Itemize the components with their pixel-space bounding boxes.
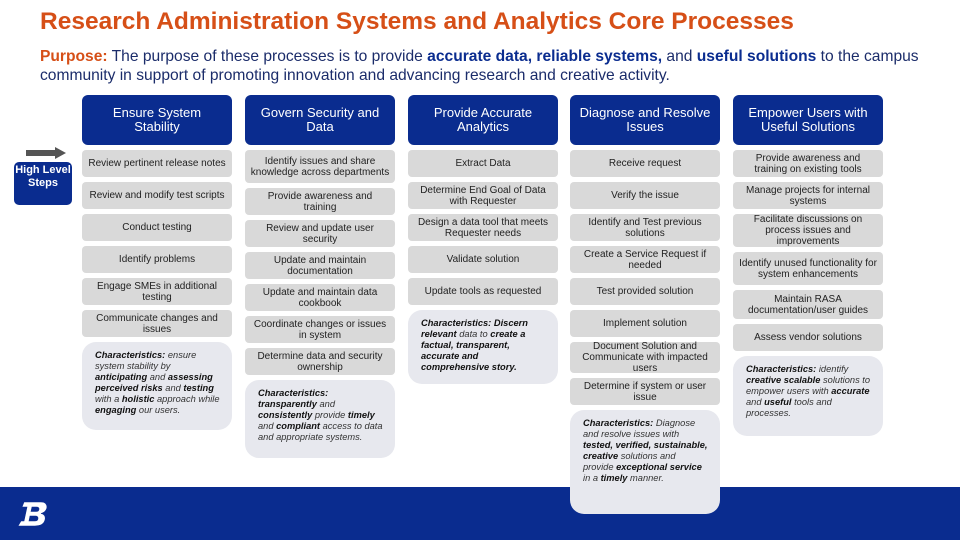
characteristics-emphasis: Characteristics: bbox=[583, 418, 654, 428]
characteristics-text: and bbox=[162, 382, 184, 393]
process-column bbox=[408, 95, 558, 384]
characteristics-text: ensure system stability by bbox=[95, 350, 197, 371]
characteristics-text: solutions and provide bbox=[583, 450, 676, 472]
characteristics-text: and bbox=[746, 396, 765, 407]
characteristics-emphasis: useful bbox=[764, 396, 792, 407]
page-title: Research Administration Systems and Analytics Core Processes bbox=[40, 8, 794, 35]
characteristics-text: identify bbox=[816, 364, 849, 374]
high-level-steps-label: High Level Steps bbox=[14, 162, 72, 205]
process-column bbox=[570, 95, 720, 514]
characteristics-emphasis: timely bbox=[600, 472, 628, 483]
process-step: Create a Service Request if needed bbox=[570, 246, 720, 273]
process-step: Maintain RASA documentation/user guides bbox=[733, 290, 883, 319]
characteristics-text: and bbox=[147, 371, 168, 382]
characteristics-emphasis: holistic bbox=[121, 393, 155, 404]
characteristics-text: in a bbox=[583, 472, 601, 483]
characteristics-text: solutions to empower users with bbox=[746, 374, 871, 396]
process-step: Identify and Test previous solutions bbox=[570, 214, 720, 241]
characteristics-emphasis: Discern relevant bbox=[421, 318, 528, 339]
characteristics-emphasis: anticipating bbox=[95, 371, 148, 382]
characteristics-text: access to data and appropriate systems. bbox=[258, 420, 383, 442]
characteristics-emphasis: create a factual, transparent, accurate and comprehensive story. bbox=[421, 328, 526, 372]
characteristics-box bbox=[733, 356, 883, 436]
characteristics-emphasis: Characteristics: bbox=[421, 318, 492, 328]
column-header: Ensure System Stability bbox=[82, 95, 232, 145]
process-step: Update and maintain data cookbook bbox=[245, 284, 395, 311]
process-step: Determine if system or user issue bbox=[570, 378, 720, 405]
process-step: Receive request bbox=[570, 150, 720, 177]
process-step: Facilitate discussions on process issues and improvements bbox=[733, 214, 883, 247]
characteristics-emphasis: Characteristics: bbox=[746, 364, 817, 374]
process-step: Identify unused functionality for system enhancements bbox=[733, 252, 883, 285]
process-column bbox=[733, 95, 883, 436]
characteristics-emphasis: transparently bbox=[258, 398, 317, 409]
process-step: Verify the issue bbox=[570, 182, 720, 209]
characteristics-text: and bbox=[258, 420, 277, 431]
purpose-emphasis-2: useful solutions bbox=[696, 48, 817, 65]
column-header: Diagnose and Resolve Issues bbox=[570, 95, 720, 145]
process-column bbox=[245, 95, 395, 458]
characteristics-emphasis: tested, verified, sustainable, creative bbox=[583, 439, 708, 461]
characteristics-box bbox=[82, 342, 232, 430]
process-step: Extract Data bbox=[408, 150, 558, 177]
characteristics-text: provide bbox=[312, 409, 348, 420]
characteristics-box bbox=[245, 380, 395, 458]
characteristics-text: tools and processes. bbox=[746, 396, 832, 418]
process-step: Update tools as requested bbox=[408, 278, 558, 305]
column-header: Provide Accurate Analytics bbox=[408, 95, 558, 145]
process-step: Update and maintain documentation bbox=[245, 252, 395, 279]
process-step: Review and modify test scripts bbox=[82, 182, 232, 209]
process-step: Review and update user security bbox=[245, 220, 395, 247]
process-step: Identify problems bbox=[82, 246, 232, 273]
characteristics-text: Diagnose and resolve issues with bbox=[583, 418, 696, 439]
process-step: Design a data tool that meets Requester needs bbox=[408, 214, 558, 241]
purpose-text-2: and bbox=[662, 48, 697, 65]
characteristics-emphasis: Characteristics: bbox=[95, 350, 166, 360]
process-step: Conduct testing bbox=[82, 214, 232, 241]
characteristics-emphasis: accurate bbox=[831, 385, 870, 396]
purpose-emphasis-1: accurate data, reliable systems, bbox=[427, 48, 663, 65]
characteristics-emphasis: timely bbox=[347, 409, 375, 420]
characteristics-emphasis: engaging bbox=[95, 404, 137, 415]
characteristics-box bbox=[570, 410, 720, 514]
characteristics-text: and bbox=[316, 398, 336, 409]
b-logo-icon bbox=[17, 501, 49, 527]
process-step: Determine End Goal of Data with Requester bbox=[408, 182, 558, 209]
process-step: Manage projects for internal systems bbox=[733, 182, 883, 209]
right-arrow-icon bbox=[26, 147, 68, 159]
characteristics-box bbox=[408, 310, 558, 384]
column-header: Govern Security and Data bbox=[245, 95, 395, 145]
purpose-statement bbox=[40, 47, 945, 85]
characteristics-emphasis: creative scalable bbox=[746, 374, 821, 385]
purpose-text-3: to the campus community in support of promoting innovation and advancing research and creative activity. bbox=[40, 48, 919, 84]
purpose-text-1: The purpose of these processes is to provide bbox=[107, 48, 428, 65]
footer-bar bbox=[0, 487, 960, 540]
characteristics-emphasis: exceptional service bbox=[616, 461, 702, 472]
column-header: Empower Users with Useful Solutions bbox=[733, 95, 883, 145]
process-step: Document Solution and Communicate with impacted users bbox=[570, 342, 720, 373]
process-step: Determine data and security ownership bbox=[245, 348, 395, 375]
process-step: Provide awareness and training bbox=[245, 188, 395, 215]
characteristics-emphasis: Characteristics: bbox=[258, 388, 329, 398]
process-step: Identify issues and share knowledge across departments bbox=[245, 150, 395, 183]
process-step: Test provided solution bbox=[570, 278, 720, 305]
process-step: Review pertinent release notes bbox=[82, 150, 232, 177]
characteristics-text: data to bbox=[456, 328, 491, 339]
characteristics-text: with a bbox=[95, 393, 122, 404]
process-step: Engage SMEs in additional testing bbox=[82, 278, 232, 305]
characteristics-emphasis: testing bbox=[183, 382, 214, 393]
characteristics-emphasis: consistently bbox=[258, 409, 313, 420]
process-step: Assess vendor solutions bbox=[733, 324, 883, 351]
characteristics-emphasis: assessing perceived risks bbox=[95, 371, 213, 393]
characteristics-text: manner. bbox=[627, 472, 664, 483]
high-level-steps-marker bbox=[14, 147, 72, 205]
process-step: Communicate changes and issues bbox=[82, 310, 232, 337]
purpose-label: Purpose: bbox=[40, 48, 108, 65]
characteristics-text: approach while bbox=[154, 393, 220, 404]
process-step: Provide awareness and training on existing tools bbox=[733, 150, 883, 177]
process-column bbox=[82, 95, 232, 430]
characteristics-emphasis: compliant bbox=[276, 420, 321, 431]
process-step: Coordinate changes or issues in system bbox=[245, 316, 395, 343]
characteristics-text: our users. bbox=[136, 404, 181, 415]
process-step: Implement solution bbox=[570, 310, 720, 337]
process-step: Validate solution bbox=[408, 246, 558, 273]
